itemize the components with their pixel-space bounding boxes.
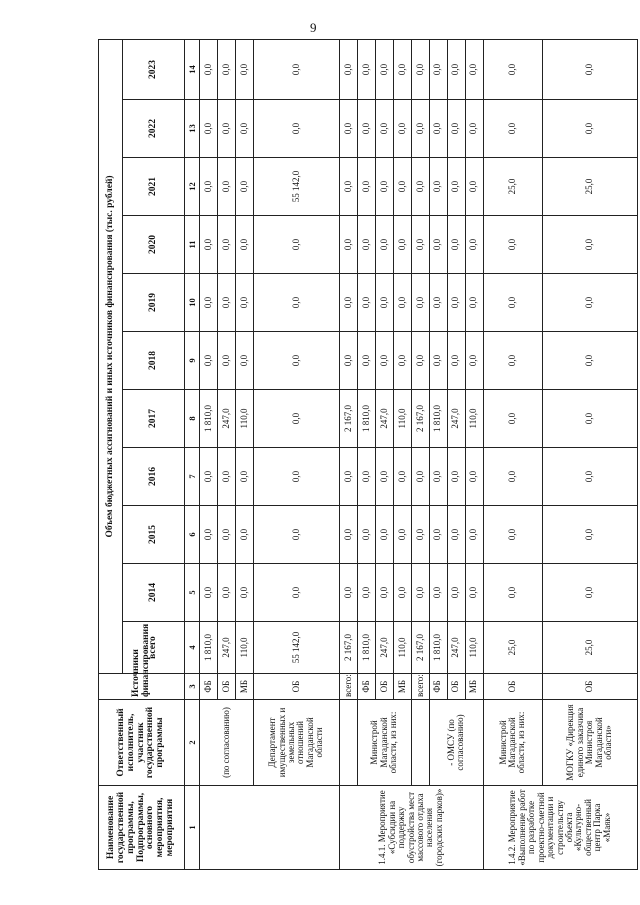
activity-name: 1.4.2. Мероприятие «Выполнение работ по разработке проектно-сметной документации и строительству объекта «Культурно-общественный центр Парка «Маяк»	[483, 786, 637, 870]
year-amount: 0,0	[542, 448, 637, 506]
total-amount: 247,0	[217, 622, 235, 674]
table-row	[357, 39, 375, 869]
column-number: 7	[185, 448, 200, 506]
column-number: 9	[185, 332, 200, 390]
year-amount: 0,0	[393, 506, 411, 564]
year-amount: 0,0	[217, 100, 235, 158]
year-amount: 0,0	[483, 39, 542, 99]
year-amount: 0,0	[375, 158, 393, 216]
year-amount: 0,0	[447, 100, 465, 158]
table-row	[200, 39, 218, 869]
year-amount: 0,0	[253, 216, 339, 274]
year-amount: 0,0	[411, 564, 429, 622]
year-amount: 0,0	[393, 158, 411, 216]
year-amount: 0,0	[465, 332, 483, 390]
header-year: 2023	[123, 39, 185, 99]
year-amount: 0,0	[357, 39, 375, 99]
year-amount: 0,0	[375, 506, 393, 564]
funding-source: всего:	[339, 674, 357, 700]
year-amount: 0,0	[429, 274, 447, 332]
year-amount: 0,0	[447, 506, 465, 564]
column-number: 12	[185, 158, 200, 216]
year-amount: 0,0	[217, 158, 235, 216]
year-amount: 247,0	[375, 390, 393, 448]
total-amount: 2 167,0	[411, 622, 429, 674]
year-amount: 0,0	[253, 390, 339, 448]
year-amount: 0,0	[339, 100, 357, 158]
year-amount: 0,0	[411, 274, 429, 332]
year-amount: 0,0	[447, 216, 465, 274]
year-amount: 0,0	[429, 100, 447, 158]
year-amount: 0,0	[465, 448, 483, 506]
column-number: 6	[185, 506, 200, 564]
year-amount: 0,0	[235, 39, 253, 99]
year-amount: 0,0	[542, 390, 637, 448]
year-amount: 0,0	[393, 332, 411, 390]
funding-source: ФБ	[429, 674, 447, 700]
year-amount: 0,0	[447, 332, 465, 390]
year-amount: 0,0	[393, 39, 411, 99]
year-amount: 0,0	[411, 216, 429, 274]
total-amount: 110,0	[393, 622, 411, 674]
column-number: 3	[185, 674, 200, 700]
year-amount: 0,0	[393, 100, 411, 158]
table-row	[429, 39, 447, 869]
year-amount: 0,0	[393, 216, 411, 274]
year-amount: 0,0	[200, 216, 218, 274]
year-amount: 0,0	[542, 39, 637, 99]
year-amount: 0,0	[235, 332, 253, 390]
year-amount: 0,0	[429, 216, 447, 274]
year-amount: 0,0	[411, 506, 429, 564]
column-number: 14	[185, 39, 200, 99]
year-amount: 0,0	[217, 39, 235, 99]
year-amount: 0,0	[483, 564, 542, 622]
column-number: 8	[185, 390, 200, 448]
activity-name: 1.4.1. Мероприятие «Субсидии на поддержку обустройства мест массового отдыха населения (городских парков)»	[339, 786, 483, 870]
year-amount: 0,0	[483, 332, 542, 390]
year-amount: 0,0	[339, 506, 357, 564]
header-year: 2014	[123, 564, 185, 622]
page-number: 9	[310, 20, 317, 35]
header-year: 2022	[123, 100, 185, 158]
year-amount: 0,0	[411, 100, 429, 158]
header-name: Наименование государственной программы, Подпрограммы, основного мероприятия, мероприятия	[99, 786, 185, 870]
total-amount: 110,0	[465, 622, 483, 674]
rotated-table-wrapper	[98, 40, 638, 870]
year-amount: 0,0	[429, 506, 447, 564]
responsible-executor: Департамент имущественных и земельных отношений Магаданской области	[253, 700, 339, 786]
total-amount: 247,0	[447, 622, 465, 674]
year-amount: 0,0	[429, 158, 447, 216]
funding-source: ОБ	[542, 674, 637, 700]
total-amount: 2 167,0	[339, 622, 357, 674]
year-amount: 0,0	[447, 274, 465, 332]
year-amount: 0,0	[375, 274, 393, 332]
funding-source: всего:	[411, 674, 429, 700]
year-amount: 0,0	[235, 100, 253, 158]
year-amount: 0,0	[375, 39, 393, 99]
header-total: всего	[123, 622, 185, 674]
year-amount: 0,0	[542, 274, 637, 332]
total-amount: 25,0	[542, 622, 637, 674]
total-amount: 25,0	[483, 622, 542, 674]
column-number: 4	[185, 622, 200, 674]
year-amount: 0,0	[465, 39, 483, 99]
year-amount: 0,0	[429, 564, 447, 622]
year-amount: 0,0	[483, 100, 542, 158]
year-amount: 0,0	[217, 506, 235, 564]
year-amount: 0,0	[483, 390, 542, 448]
year-amount: 0,0	[200, 274, 218, 332]
year-amount: 0,0	[483, 274, 542, 332]
year-amount: 0,0	[339, 448, 357, 506]
year-amount: 0,0	[357, 100, 375, 158]
funding-source: ОБ	[375, 674, 393, 700]
year-amount: 0,0	[217, 216, 235, 274]
column-number: 1	[185, 786, 200, 870]
year-amount: 0,0	[542, 332, 637, 390]
year-amount: 0,0	[375, 332, 393, 390]
year-amount: 0,0	[411, 158, 429, 216]
year-amount: 247,0	[447, 390, 465, 448]
year-amount: 0,0	[465, 216, 483, 274]
table-row	[411, 39, 429, 869]
responsible-executor: (по согласованию)	[200, 700, 254, 786]
funding-source: МБ	[465, 674, 483, 700]
year-amount: 0,0	[393, 274, 411, 332]
table-row	[542, 39, 637, 869]
table-row	[253, 39, 339, 869]
year-amount: 0,0	[465, 274, 483, 332]
year-amount: 0,0	[483, 506, 542, 564]
year-amount: 0,0	[357, 506, 375, 564]
year-amount: 0,0	[200, 158, 218, 216]
total-amount: 247,0	[375, 622, 393, 674]
year-amount: 0,0	[217, 564, 235, 622]
year-amount: 0,0	[253, 332, 339, 390]
year-amount: 0,0	[357, 564, 375, 622]
year-amount: 0,0	[217, 448, 235, 506]
year-amount: 0,0	[217, 274, 235, 332]
responsible-executor	[339, 700, 357, 786]
year-amount: 0,0	[429, 448, 447, 506]
year-amount: 0,0	[253, 564, 339, 622]
activity-name	[200, 786, 340, 870]
header-year: 2021	[123, 158, 185, 216]
year-amount: 1 810,0	[200, 390, 218, 448]
year-amount: 0,0	[235, 506, 253, 564]
year-amount: 0,0	[375, 216, 393, 274]
column-number: 5	[185, 564, 200, 622]
table-row	[483, 39, 542, 869]
year-amount: 0,0	[393, 564, 411, 622]
column-number: 2	[185, 700, 200, 786]
year-amount: 0,0	[465, 506, 483, 564]
year-amount: 0,0	[200, 448, 218, 506]
year-amount: 0,0	[483, 448, 542, 506]
year-amount: 0,0	[253, 274, 339, 332]
year-amount: 0,0	[447, 448, 465, 506]
year-amount: 0,0	[447, 564, 465, 622]
year-amount: 0,0	[253, 448, 339, 506]
year-amount: 0,0	[483, 216, 542, 274]
year-amount: 0,0	[411, 448, 429, 506]
total-amount: 1 810,0	[357, 622, 375, 674]
year-amount: 0,0	[429, 39, 447, 99]
header-year: 2017	[123, 390, 185, 448]
year-amount: 0,0	[465, 100, 483, 158]
year-amount: 0,0	[235, 274, 253, 332]
responsible-executor: МОГКУ «Дирекция единого заказчика Министроя Магаданской области»	[542, 700, 637, 786]
year-amount: 0,0	[200, 100, 218, 158]
year-amount: 0,0	[542, 564, 637, 622]
year-amount: 0,0	[235, 216, 253, 274]
year-amount: 0,0	[375, 448, 393, 506]
year-amount: 0,0	[375, 100, 393, 158]
year-amount: 0,0	[339, 158, 357, 216]
budget-table	[98, 39, 638, 870]
year-amount: 0,0	[357, 448, 375, 506]
year-amount: 0,0	[465, 158, 483, 216]
year-amount: 25,0	[483, 158, 542, 216]
year-amount: 2 167,0	[339, 390, 357, 448]
year-amount: 0,0	[357, 158, 375, 216]
column-number: 13	[185, 100, 200, 158]
responsible-executor: - ОМСУ (по согласованию)	[429, 700, 483, 786]
header-source: Источники финансирования	[99, 674, 185, 700]
year-amount: 0,0	[542, 100, 637, 158]
year-amount: 0,0	[393, 448, 411, 506]
header-year: 2019	[123, 274, 185, 332]
column-number: 11	[185, 216, 200, 274]
header-year: 2020	[123, 216, 185, 274]
year-amount: 0,0	[429, 332, 447, 390]
funding-source: ОБ	[447, 674, 465, 700]
year-amount: 0,0	[253, 39, 339, 99]
year-amount: 0,0	[217, 332, 235, 390]
year-amount: 247,0	[217, 390, 235, 448]
year-amount: 0,0	[357, 274, 375, 332]
year-amount: 0,0	[447, 158, 465, 216]
year-amount: 0,0	[339, 216, 357, 274]
year-amount: 0,0	[253, 506, 339, 564]
year-amount: 0,0	[200, 332, 218, 390]
total-amount: 110,0	[235, 622, 253, 674]
year-amount: 0,0	[357, 216, 375, 274]
funding-source: ОБ	[483, 674, 542, 700]
year-amount: 0,0	[411, 332, 429, 390]
funding-source: МБ	[235, 674, 253, 700]
funding-source: ФБ	[200, 674, 218, 700]
year-amount: 25,0	[542, 158, 637, 216]
year-amount: 0,0	[339, 39, 357, 99]
year-amount: 1 810,0	[429, 390, 447, 448]
funding-source: ФБ	[357, 674, 375, 700]
responsible-executor	[411, 700, 429, 786]
year-amount: 0,0	[235, 564, 253, 622]
year-amount: 0,0	[235, 448, 253, 506]
year-amount: 0,0	[200, 564, 218, 622]
year-amount: 2 167,0	[411, 390, 429, 448]
year-amount: 0,0	[235, 158, 253, 216]
funding-source: ОБ	[217, 674, 235, 700]
year-amount: 0,0	[375, 564, 393, 622]
funding-source: МБ	[393, 674, 411, 700]
rotated-table	[98, 40, 638, 870]
funding-source: ОБ	[253, 674, 339, 700]
header-year: 2015	[123, 506, 185, 564]
year-amount: 110,0	[235, 390, 253, 448]
year-amount: 0,0	[200, 506, 218, 564]
year-amount: 0,0	[542, 216, 637, 274]
year-amount: 0,0	[465, 564, 483, 622]
year-amount: 0,0	[447, 39, 465, 99]
year-amount: 0,0	[357, 332, 375, 390]
header-responsible: Ответственный исполнитель, участник государственной программы	[99, 700, 185, 786]
header-year: 2016	[123, 448, 185, 506]
responsible-executor: Министрой Магаданской области, из них:	[357, 700, 411, 786]
year-amount: 0,0	[339, 564, 357, 622]
total-amount: 55 142,0	[253, 622, 339, 674]
header-year: 2018	[123, 332, 185, 390]
year-amount: 0,0	[339, 332, 357, 390]
year-amount: 0,0	[411, 39, 429, 99]
table-row	[339, 39, 357, 869]
responsible-executor: Министрой Магаданской области, из них:	[483, 700, 542, 786]
year-amount: 1 810,0	[357, 390, 375, 448]
total-amount: 1 810,0	[429, 622, 447, 674]
header-volume: Объем бюджетных ассигнований и иных источников финансирования (тыс. рублей)	[99, 39, 123, 673]
year-amount: 55 142,0	[253, 158, 339, 216]
year-amount: 0,0	[200, 39, 218, 99]
column-number: 10	[185, 274, 200, 332]
year-amount: 110,0	[465, 390, 483, 448]
year-amount: 0,0	[253, 100, 339, 158]
year-amount: 110,0	[393, 390, 411, 448]
year-amount: 0,0	[542, 506, 637, 564]
year-amount: 0,0	[339, 274, 357, 332]
total-amount: 1 810,0	[200, 622, 218, 674]
